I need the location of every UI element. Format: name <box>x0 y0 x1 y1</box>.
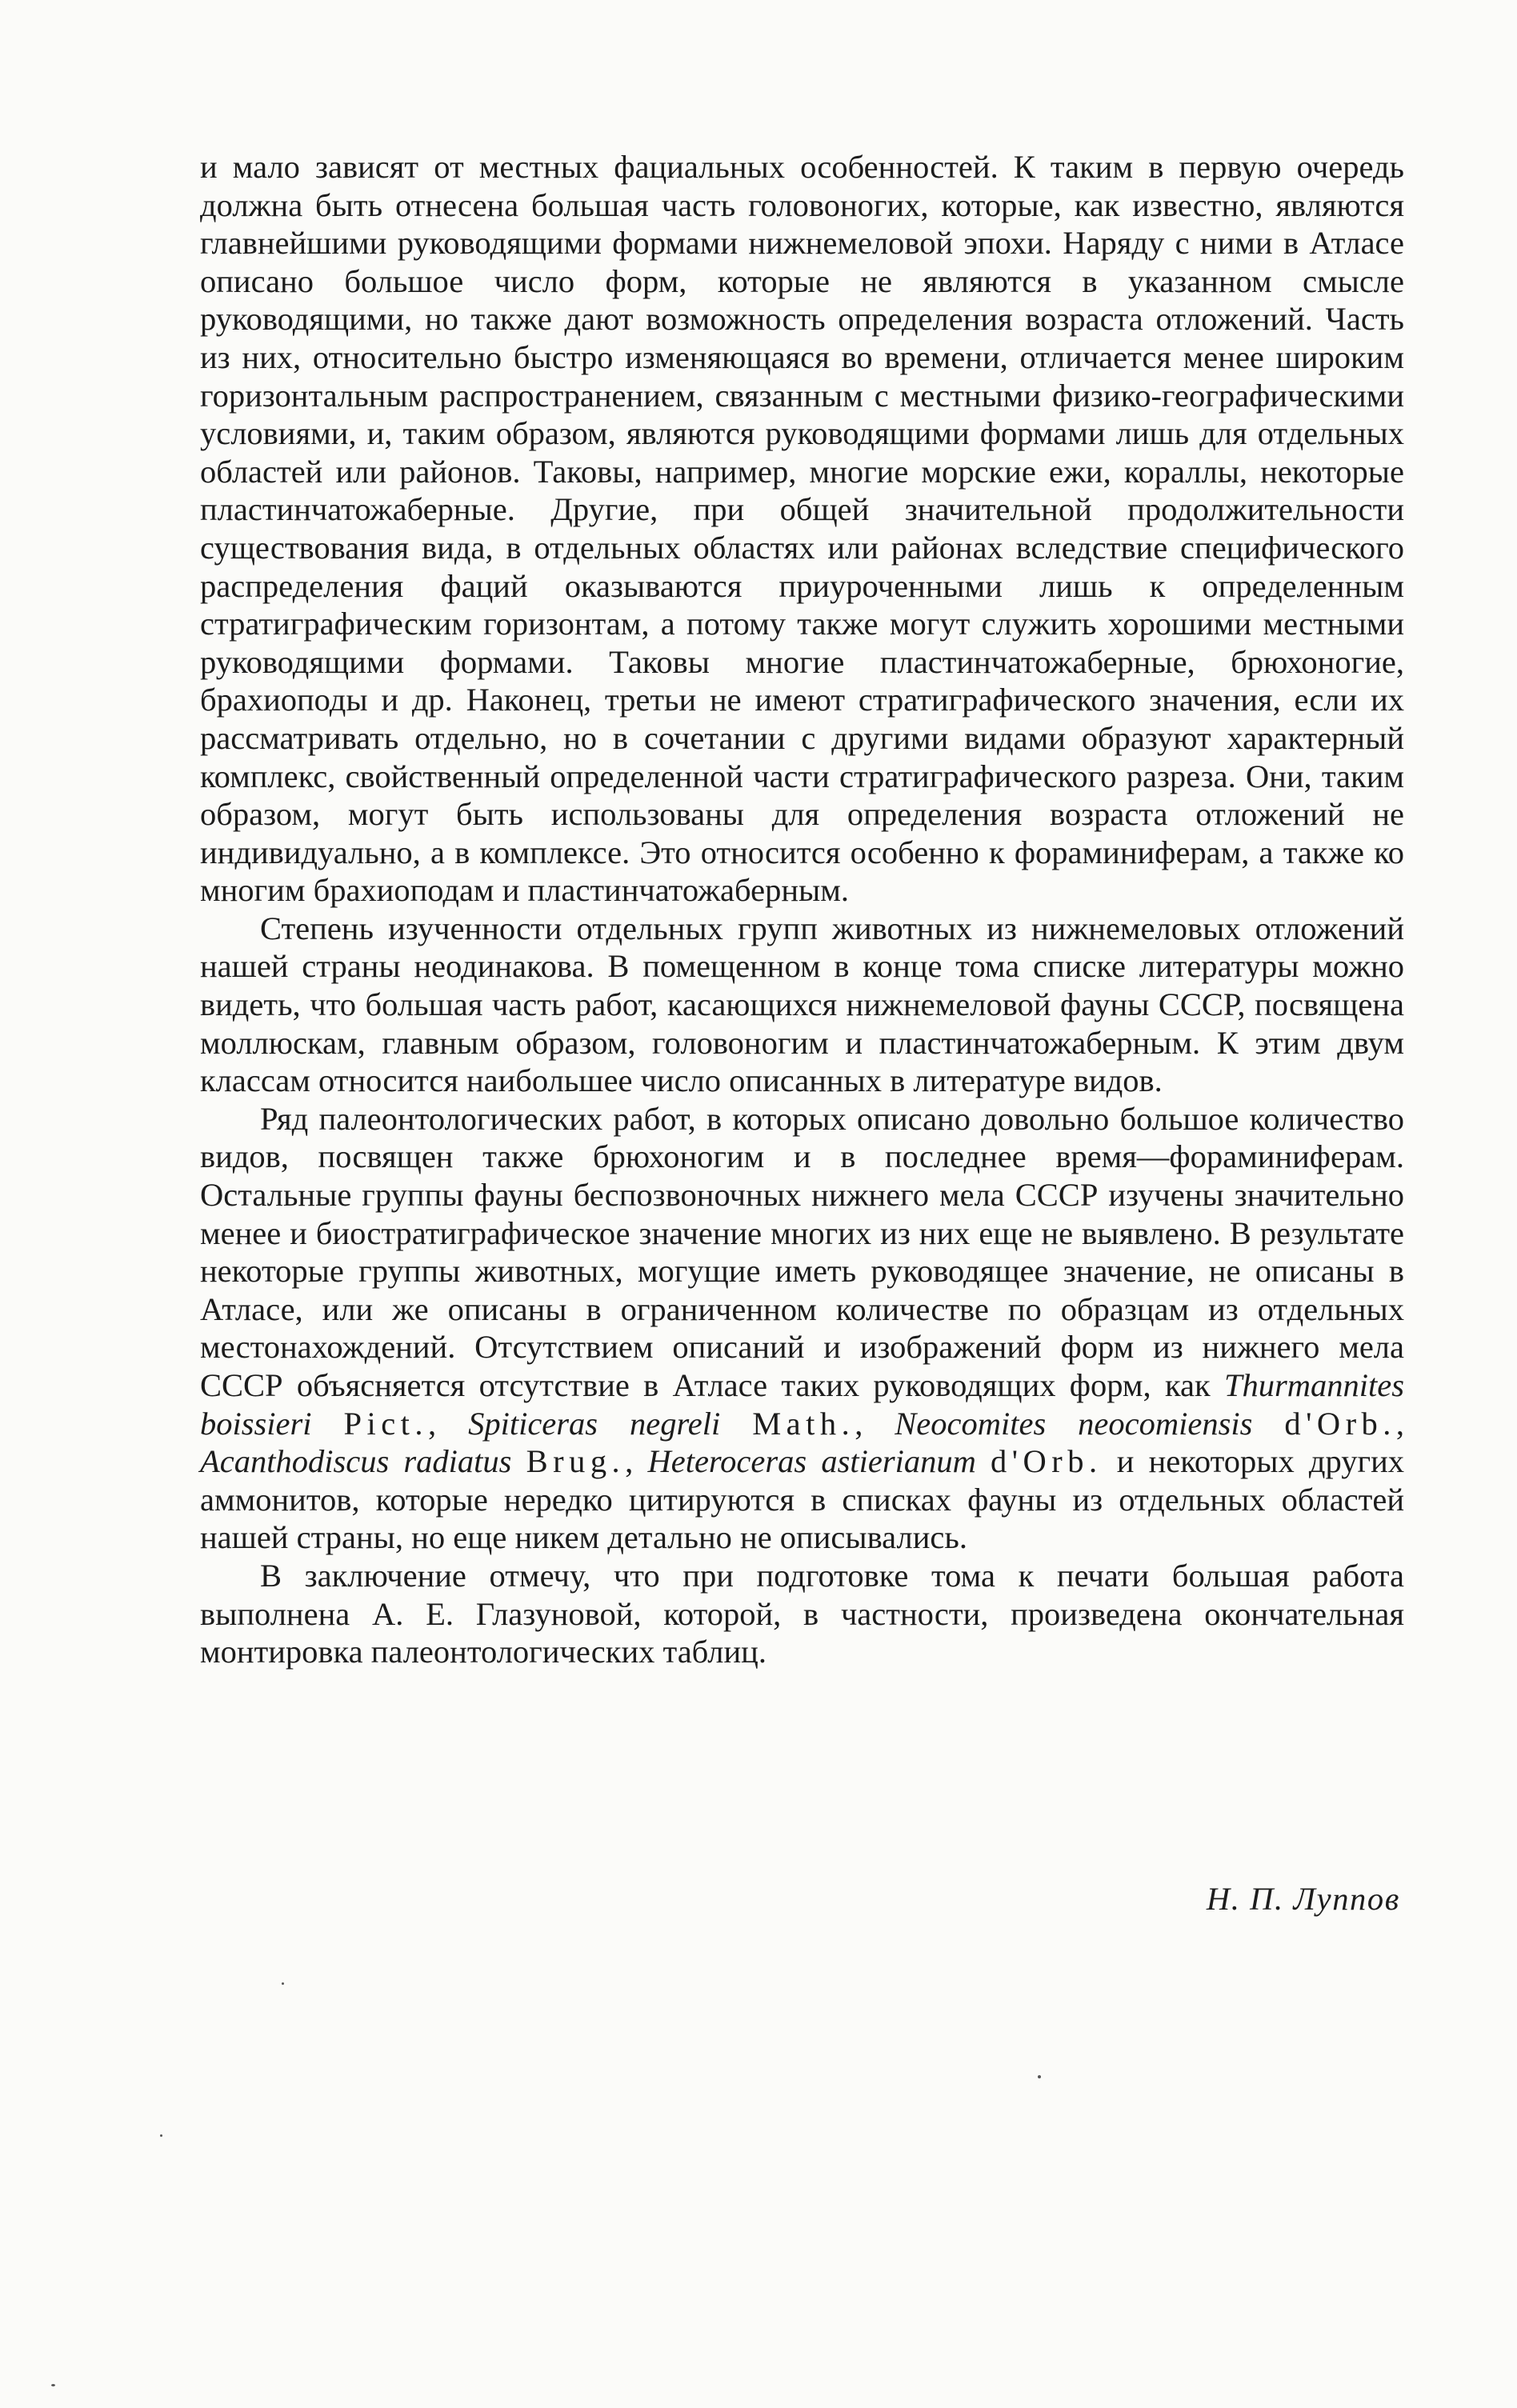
text-run: и некоторых других аммонитов, которые нередко цитируются в списках фауны из отдельных областей нашей страны, но еще никем детально не описывались. <box>200 1443 1405 1556</box>
text-run: Степень изученности отдельных групп животных из нижнемеловых отложений нашей страны неодинакова. В помещенном в конце тома списке литературы можно видеть, что большая часть работ, касающихся нижнемеловой фауны СССР, посвящена моллюскам, главным образом, головоногим и пластинчатожаберным. К этим двум классам относится наибольшее число описанных в литературе видов. <box>200 910 1404 1099</box>
text-run: , <box>855 1405 895 1442</box>
text-run <box>1252 1406 1284 1442</box>
text-run <box>312 1406 344 1442</box>
text-run: В заключение отмечу, что при подготовке тома к печати большая работа выполнена А. Е. Глазуновой, которой, в частности, произведена окончательная монтировка палеонтологических таблиц. <box>200 1557 1404 1670</box>
text-run <box>976 1443 991 1479</box>
scan-speck <box>1038 2075 1041 2078</box>
text-run: , <box>625 1443 648 1480</box>
paragraph-1 <box>200 148 1404 910</box>
species-name: Acanthodiscus radiatus <box>200 1443 512 1480</box>
author-abbreviation: Math. <box>752 1405 855 1442</box>
species-name: Heteroceras astierianum <box>647 1443 976 1480</box>
paragraph-3 <box>200 1100 1404 1557</box>
text-run: , <box>1395 1405 1405 1442</box>
author-abbreviation: d'Orb. <box>1284 1405 1396 1442</box>
scan-speck <box>51 2384 55 2386</box>
author-abbreviation: Pict. <box>343 1405 428 1442</box>
text-run: Ряд палеонтологических работ, в которых описано довольно большое количество видов, посвящен также брюхоногим и в последнее время—фораминиферам. Остальные группы фауны беспозвоночных нижнего мела СССР изучены значительно менее и биостратиграфическое значение многих из них еще не выявлено. В результате некоторые группы животных, могущие иметь руководящее значение, не описаны в Атласе, или же описаны в ограниченном количестве по образцам из отдельных местонахождений. Отсутствием описаний и изображений форм из нижнего мела СССР объясняется отсутствие в Атласе таких руководящих форм, как <box>200 1100 1404 1403</box>
scan-speck <box>282 1982 284 1985</box>
text-run <box>720 1406 752 1442</box>
author-signature: Н. П. Луппов <box>1206 1881 1400 1917</box>
author-abbreviation: d'Orb. <box>991 1443 1103 1480</box>
text-run: , <box>428 1405 469 1442</box>
text-run <box>511 1443 526 1479</box>
species-name: Neocomites neocomiensis <box>895 1405 1253 1442</box>
paragraph-2 <box>200 910 1404 1100</box>
species-name: Spiticeras negreli <box>468 1405 721 1442</box>
author-abbreviation: Brug. <box>526 1443 626 1480</box>
paragraph-4 <box>200 1557 1404 1671</box>
text-run: и мало зависят от местных фациальных особенностей. К таким в первую очередь должна быть отнесена большая часть головоногих, которые, как известно, являются главнейшими руководящими формами нижнемеловой эпохи. Наряду с ними в Атласе описано большое число форм, которые не являются в указанном смысле руководящими, но также дают возможность определения возраста отложений. Часть из них, относительно быстро изменяющаяся во времени, отличается менее широким горизонтальным распространением, связанным с местными физико-географическими условиями, и, таким образом, являются руководящими формами лишь для отдельных областей или районов. Таковы, например, многие морские ежи, кораллы, некоторые пластинчатожаберные. Другие, при общей значительной продолжительности существования вида, в отдельных областях или районах вследствие специфического распределения фаций оказываются приуроченными лишь к определенным стратиграфическим горизонтам, а потому также могут служить хорошими местными руководящими формами. Таковы многие пластинчатожаберные, брюхоногие, брахиоподы и др. Наконец, третьи не имеют стратиграфического значения, если их рассматривать отдельно, но в сочетании с другими видами образуют характерный комплекс, свойственный определенной части стратиграфического разреза. Они, таким образом, могут быть использованы для определения возраста отложений не индивидуально, а в комплексе. Это относится особенно к фораминиферам, а также ко многим брахиоподам и пластинчатожаберным. <box>200 149 1404 909</box>
body-text <box>200 148 1404 1671</box>
species-name: Thurmannites boissieri <box>200 1367 1404 1442</box>
scan-speck <box>160 2134 162 2137</box>
